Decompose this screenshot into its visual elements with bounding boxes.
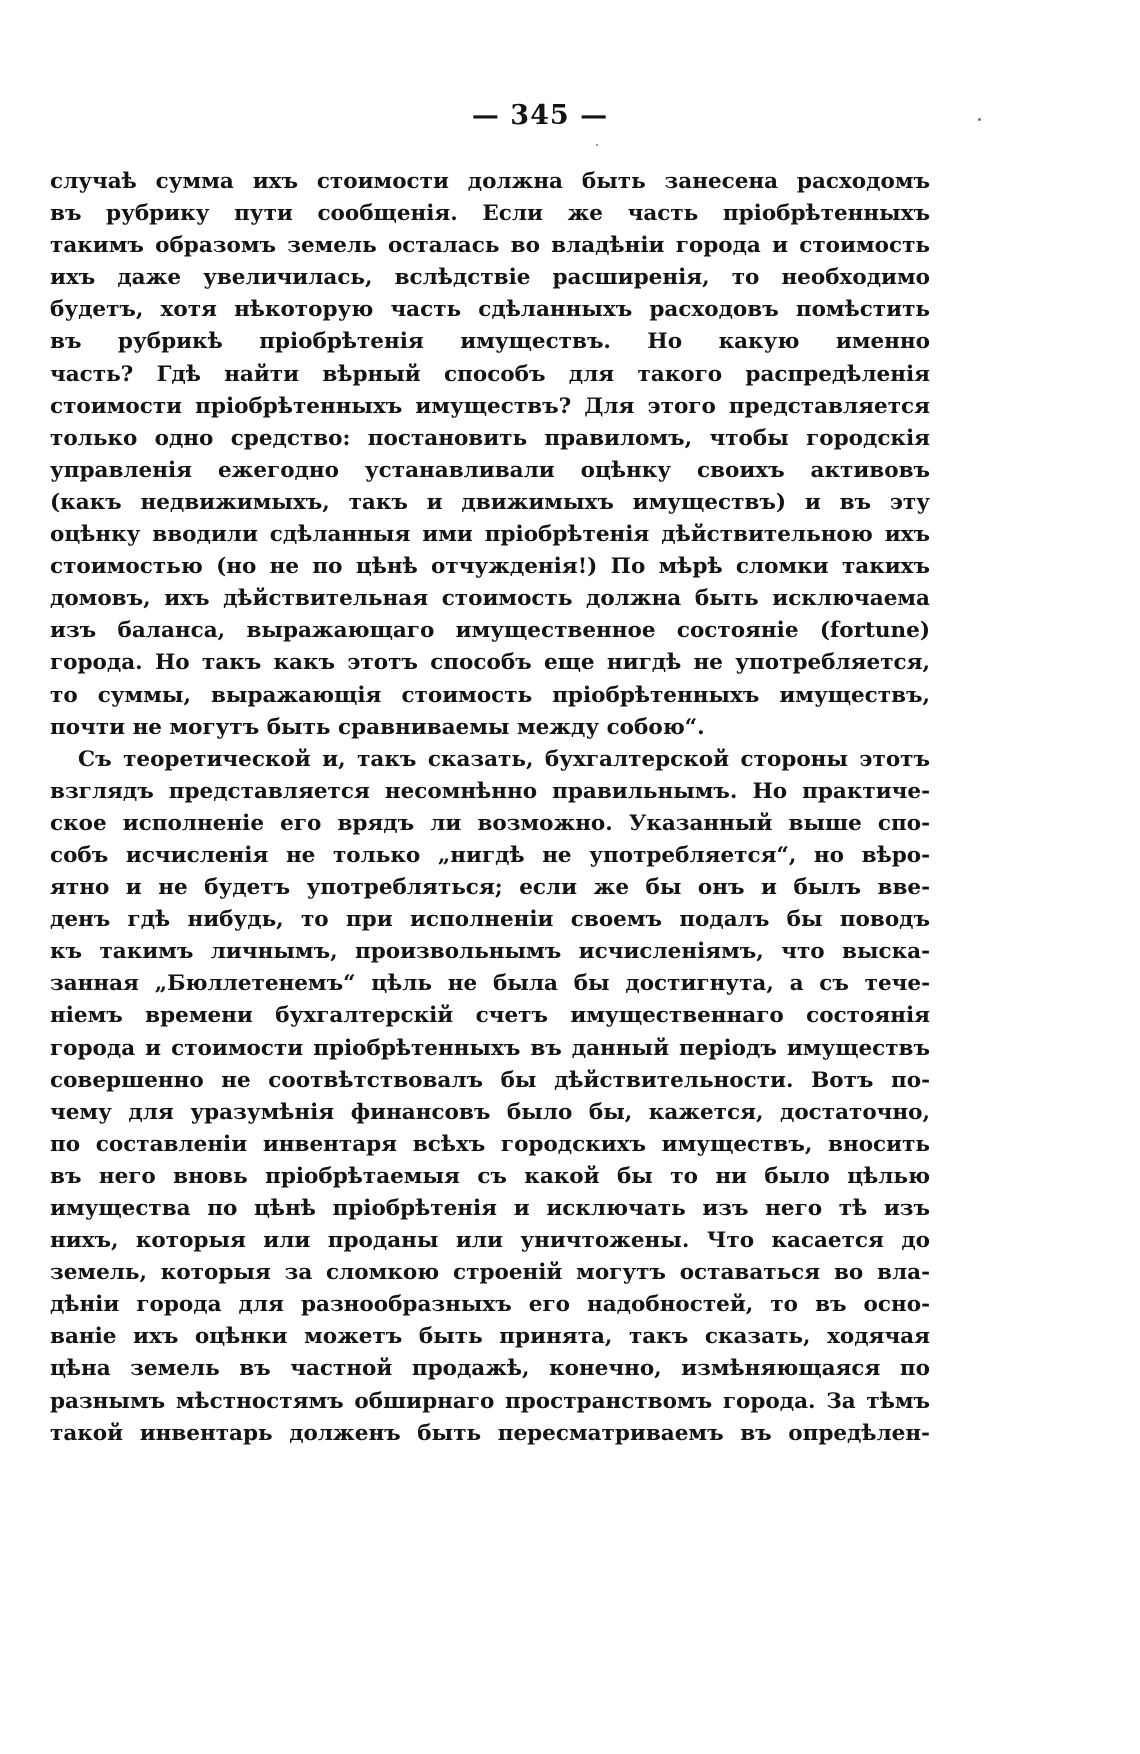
text-line: управленія ежегодно устанавливали оцѣнку своихъ активовъ — [50, 457, 930, 483]
text-line: взглядъ представляется несомнѣнно правильнымъ. Но практиче- — [50, 778, 930, 804]
text-line: города. Но такъ какъ этотъ способъ еще нигдѣ не употребляется, — [50, 650, 930, 676]
text-line: почти не могутъ быть сравниваемы между собою“. — [50, 714, 705, 740]
text-line: будетъ, хотя нѣкоторую часть сдѣланныхъ расходовъ помѣстить — [50, 297, 930, 323]
text-line: разнымъ мѣстностямъ обширнаго пространствомъ города. За тѣмъ — [50, 1388, 930, 1414]
text-line: нихъ, которыя или проданы или уничтожены. Что касается до — [50, 1228, 930, 1254]
text-line: только одно средство: постановить правиломъ, чтобы городскія — [50, 425, 930, 451]
scan-speck — [596, 144, 598, 146]
text-line: такимъ образомъ земель осталась во владѣніи города и стоимость — [50, 233, 930, 259]
text-line: (какъ недвижимыхъ, такъ и движимыхъ имуществъ) и въ эту — [50, 489, 930, 515]
text-line: чему для уразумѣнія финансовъ было бы, кажется, достаточно, — [50, 1099, 930, 1125]
body-text — [50, 166, 930, 1450]
text-line: ніемъ времени бухгалтерскій счетъ имущественнаго состоянія — [50, 1003, 930, 1029]
text-line: ваніе ихъ оцѣнки можетъ быть принята, такъ сказать, ходячая — [50, 1324, 930, 1350]
text-line: имущества по цѣнѣ пріобрѣтенія и исключать изъ него тѣ изъ — [50, 1196, 930, 1221]
text-line: ихъ даже увеличилась, вслѣдствіе расширенія, то необходимо — [50, 265, 930, 291]
text-line: въ рубрикѣ пріобрѣтенія имуществъ. Но какую именно — [50, 329, 930, 355]
text-line: цѣна земель въ частной продажѣ, конечно, измѣняющаяся по — [50, 1356, 930, 1382]
page-number: — 345 — — [471, 100, 609, 131]
text-line: случаѣ сумма ихъ стоимости должна быть занесена расходомъ — [50, 169, 930, 194]
text-line: такой инвентарь долженъ быть пересматриваемъ въ опредѣлен- — [50, 1420, 930, 1446]
text-line: совершенно не соотвѣтствовалъ бы дѣйствительности. Вотъ по- — [50, 1067, 930, 1093]
text-line: Съ теоретической и, такъ сказать, бухгалтерской стороны этотъ — [78, 746, 930, 772]
text-line: дѣніи города для разнообразныхъ его надобностей, то въ осно- — [50, 1292, 930, 1318]
text-line: ятно и не будетъ употребляться; если же бы онъ и былъ вве- — [50, 875, 930, 901]
text-line: ское исполненіе его врядъ ли возможно. Указанный выше спо- — [50, 810, 930, 836]
text-line: собъ исчисленія не только „нигдѣ не употребляется“, но вѣро- — [50, 842, 930, 868]
scan-speck — [978, 118, 981, 121]
text-line: по составленіи инвентаря всѣхъ городскихъ имуществъ, вносить — [50, 1131, 930, 1157]
text-line: изъ баланса, выражающаго имущественное состояніе (fortune) — [50, 618, 930, 644]
text-line: въ него вновь пріобрѣтаемыя съ какой бы то ни было цѣлью — [50, 1163, 930, 1189]
text-line: стоимости пріобрѣтенныхъ имуществъ? Для этого представляется — [50, 393, 930, 419]
text-line: стоимостью (но не по цѣнѣ отчужденія!) По мѣрѣ сломки такихъ — [50, 554, 930, 580]
text-line: то суммы, выражающія стоимость пріобрѣтенныхъ имуществъ, — [50, 682, 930, 708]
text-line: домовъ, ихъ дѣйствительная стоимость должна быть исключаема — [50, 586, 930, 612]
text-line: къ такимъ личнымъ, произвольнымъ исчисленіямъ, что выска- — [50, 939, 930, 965]
text-line: занная „Бюллетенемъ“ цѣль не была бы достигнута, а съ тече- — [50, 971, 930, 997]
text-line: часть? Гдѣ найти вѣрный способъ для такого распредѣленія — [50, 361, 930, 387]
text-line: земель, которыя за сломкою строеній могутъ оставаться во вла- — [50, 1260, 930, 1286]
text-line: денъ гдѣ нибудь, то при исполненіи своемъ подалъ бы поводъ — [50, 907, 930, 933]
text-line: въ рубрику пути сообщенія. Если же часть пріобрѣтенныхъ — [50, 201, 930, 227]
text-line: оцѣнку вводили сдѣланныя ими пріобрѣтенія дѣйствительною ихъ — [50, 522, 930, 548]
text-line: города и стоимости пріобрѣтенныхъ въ данный періодъ имуществъ — [50, 1035, 930, 1061]
